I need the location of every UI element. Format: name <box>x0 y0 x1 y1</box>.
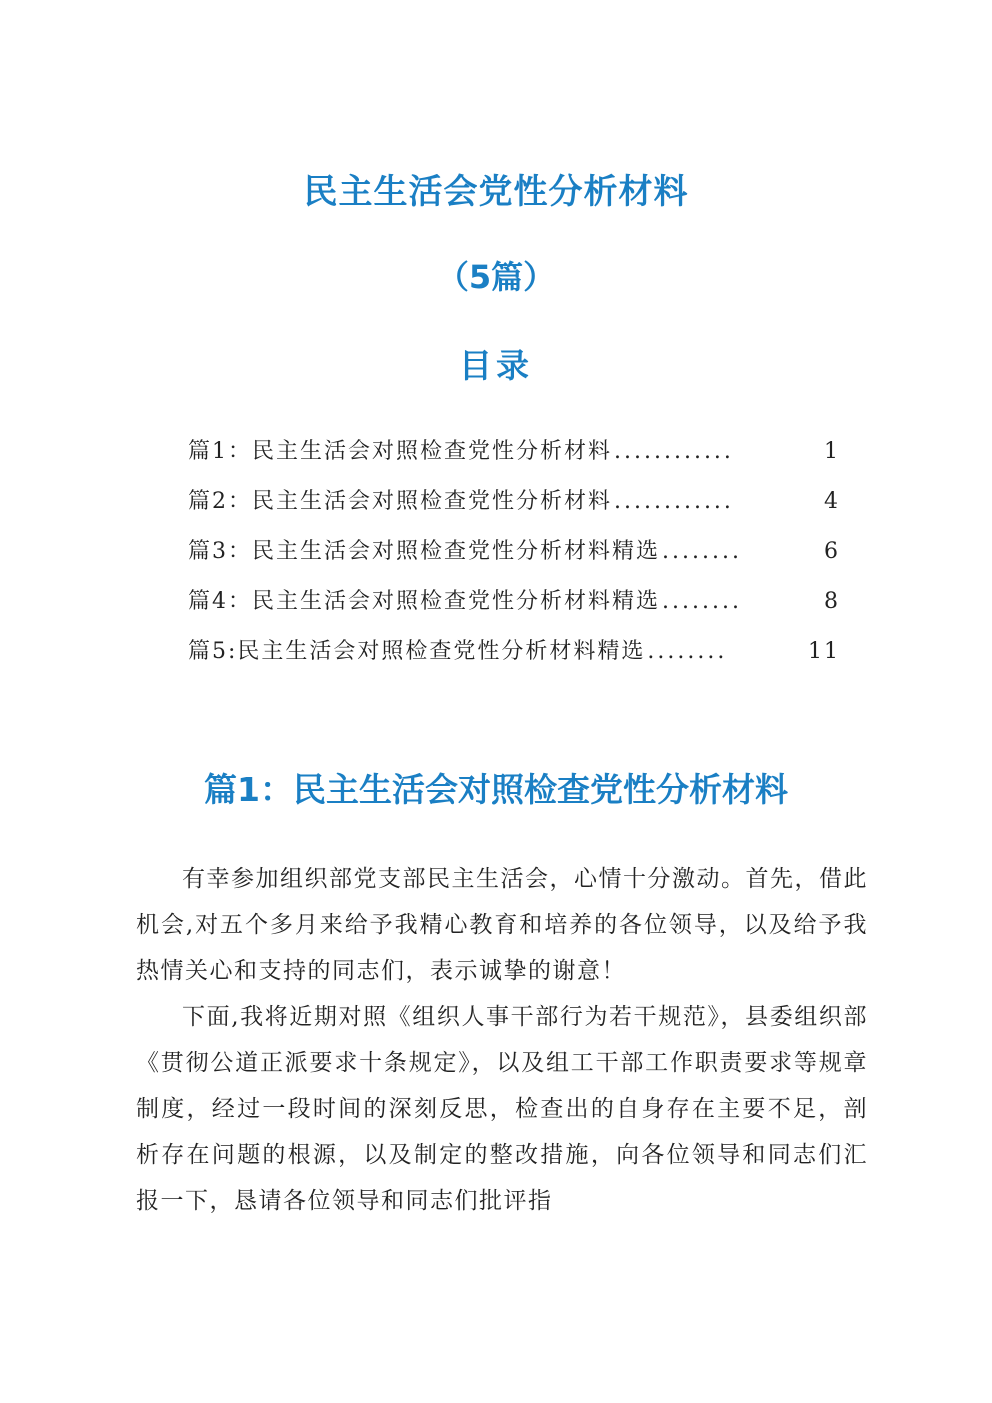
section-heading: 篇1：民主生活会对照检查党性分析材料 <box>204 770 788 809</box>
toc-item-label: 篇4：民主生活会对照检查党性分析材料精选 <box>188 589 660 614</box>
toc-page-number: 1 <box>824 439 840 464</box>
toc-item-3[interactable] <box>188 534 840 584</box>
toc-dot-leader: ........ <box>662 539 742 564</box>
body-paragraph: 下面,我将近期对照《组织人事干部行为若干规范》，县委组织部《贯彻公道正派要求十条规定》，以及组工干部工作职责要求等规章制度，经过一段时间的深刻反思，检查出的自身存在主要不足，剖析存在问题的根源，以及制定的整改措施，向各位领导和同志们汇报一下，恳请各位领导和同志们批评指 <box>136 1004 868 1214</box>
toc-page-number: 6 <box>824 539 840 564</box>
document-title: 民主生活会党性分析材料 <box>303 172 689 212</box>
toc-item-label: 篇5:民主生活会对照检查党性分析材料精选 <box>188 639 646 664</box>
table-of-contents <box>188 434 840 684</box>
toc-dot-leader: ............ <box>614 439 734 464</box>
body-text <box>136 856 868 1224</box>
toc-page-number: 8 <box>824 589 840 614</box>
toc-dot-leader: ............ <box>614 489 734 514</box>
toc-item-label: 篇1：民主生活会对照检查党性分析材料 <box>188 439 612 464</box>
toc-item-label: 篇2：民主生活会对照检查党性分析材料 <box>188 489 612 514</box>
toc-page-number: 11 <box>808 639 840 664</box>
toc-item-4[interactable] <box>188 584 840 634</box>
body-paragraph: 有幸参加组织部党支部民主生活会，心情十分激动。首先，借此机会,对五个多月来给予我精心教育和培养的各位领导，以及给予我热情关心和支持的同志们，表示诚挚的谢意！ <box>136 866 868 984</box>
toc-item-label: 篇3：民主生活会对照检查党性分析材料精选 <box>188 539 660 564</box>
toc-item-5[interactable] <box>188 634 840 684</box>
toc-item-2[interactable] <box>188 484 840 534</box>
document-subtitle: （5篇） <box>436 258 556 296</box>
toc-heading: 目录 <box>459 346 533 385</box>
toc-dot-leader: ........ <box>647 639 728 664</box>
toc-page-number: 4 <box>824 489 840 514</box>
toc-item-1[interactable] <box>188 434 840 484</box>
toc-dot-leader: ........ <box>662 589 742 614</box>
